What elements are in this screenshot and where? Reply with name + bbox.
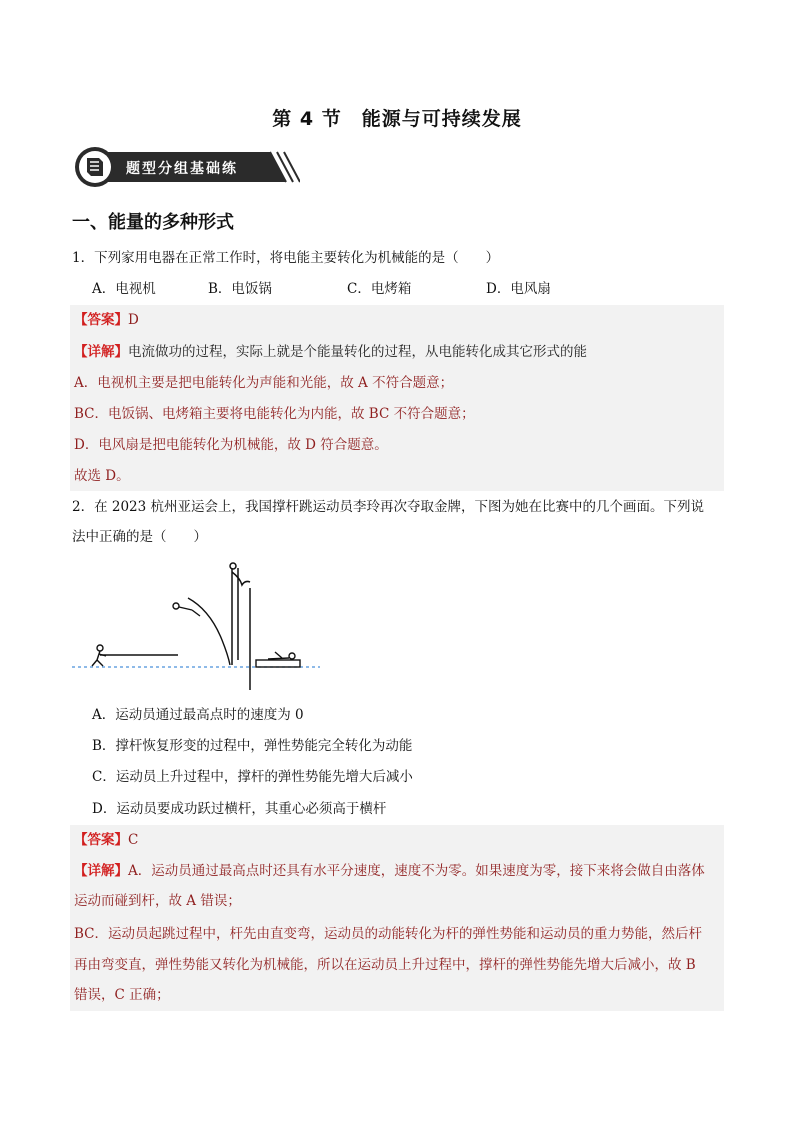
q2-option-d: D．运动员要成功跃过横杆，其重心必须高于横杆 — [92, 801, 387, 817]
q1-option-a: A．电视机 — [92, 281, 156, 297]
q1-detail-text-1: 电流做功的过程，实际上就是个能量转化的过程，从电能转化成其它形式的能 — [128, 344, 587, 360]
q2-detail-text-5: 错误，C 正确； — [74, 987, 170, 1003]
q1-answer-tag: 【答案】 — [74, 312, 128, 328]
q1-answer-line — [74, 305, 139, 335]
q1-option-b: B．电饭锅 — [208, 281, 272, 297]
q2-detail-text-1: A．运动员通过最高点时还具有水平分速度，速度不为零。如果速度为零，接下来将会做自由落体 — [128, 863, 705, 879]
question-1-options — [92, 277, 712, 303]
q2-detail-line-1 — [74, 856, 705, 886]
q1-detail-text-3: BC．电饭锅、电烤箱主要将电能转化为内能，故 BC 不符合题意； — [74, 406, 475, 422]
q2-answer-line — [74, 825, 138, 855]
pole-vault-figure — [70, 560, 330, 690]
q2-answer-value: C — [128, 832, 139, 848]
landing-mat-figure — [256, 652, 300, 667]
book-icon — [87, 158, 103, 176]
question-2-stem-line-1: 2．在 2023 杭州亚运会上，我国撑杆跳运动员李玲再次夺取金牌，下图为她在比赛中的几个画面。下列说 — [72, 499, 705, 515]
section-heading: 一、能量的多种形式 — [72, 212, 234, 233]
q1-detail-tag: 【详解】 — [74, 344, 128, 360]
banner-label: 题型分组基础练 — [126, 161, 238, 177]
q1-detail-text-5: 故选 D。 — [74, 468, 130, 484]
question-2-stem-line-2: 法中正确的是（ ） — [72, 529, 207, 545]
q2-option-a: A．运动员通过最高点时的速度为 0 — [92, 707, 304, 723]
question-1-answer-block — [70, 305, 724, 491]
q1-option-c: C．电烤箱 — [347, 281, 412, 297]
q2-option-b: B．撑杆恢复形变的过程中，弹性势能完全转化为动能 — [92, 738, 413, 754]
question-1-stem: 1．下列家用电器在正常工作时，将电能主要转化为机械能的是（ ） — [72, 250, 500, 266]
q2-detail-text-4: 再由弯变直，弹性势能又转化为机械能，所以在运动员上升过程中，撑杆的弹性势能先增大后减小，故 B — [74, 957, 696, 973]
q1-detail-line-1 — [74, 337, 587, 367]
q1-detail-text-4: D．电风扇是把电能转化为机械能，故 D 符合题意。 — [74, 437, 388, 453]
runner-figure — [92, 645, 178, 666]
section-banner — [74, 146, 300, 188]
vaulter-arc-figure — [173, 598, 230, 665]
q2-detail-text-2: 运动而碰到杆，故 A 错误； — [74, 893, 241, 909]
page-title: 第 4 节 能源与可持续发展 — [272, 108, 522, 130]
q2-detail-text-3: BC．运动员起跳过程中，杆先由直变弯，运动员的动能转化为杆的弹性势能和运动员的重力势能，然后杆 — [74, 926, 702, 942]
q2-answer-tag: 【答案】 — [74, 832, 128, 848]
q2-detail-tag: 【详解】 — [74, 863, 128, 879]
high-jump-bar-figure — [230, 563, 250, 690]
question-2-answer-block — [70, 825, 724, 1011]
q1-answer-value: D — [128, 312, 139, 328]
q1-detail-text-2: A．电视机主要是把电能转化为声能和光能，故 A 不符合题意； — [74, 375, 454, 391]
q1-option-d: D．电风扇 — [486, 281, 551, 297]
q2-option-c: C．运动员上升过程中，撑杆的弹性势能先增大后减小 — [92, 769, 413, 785]
